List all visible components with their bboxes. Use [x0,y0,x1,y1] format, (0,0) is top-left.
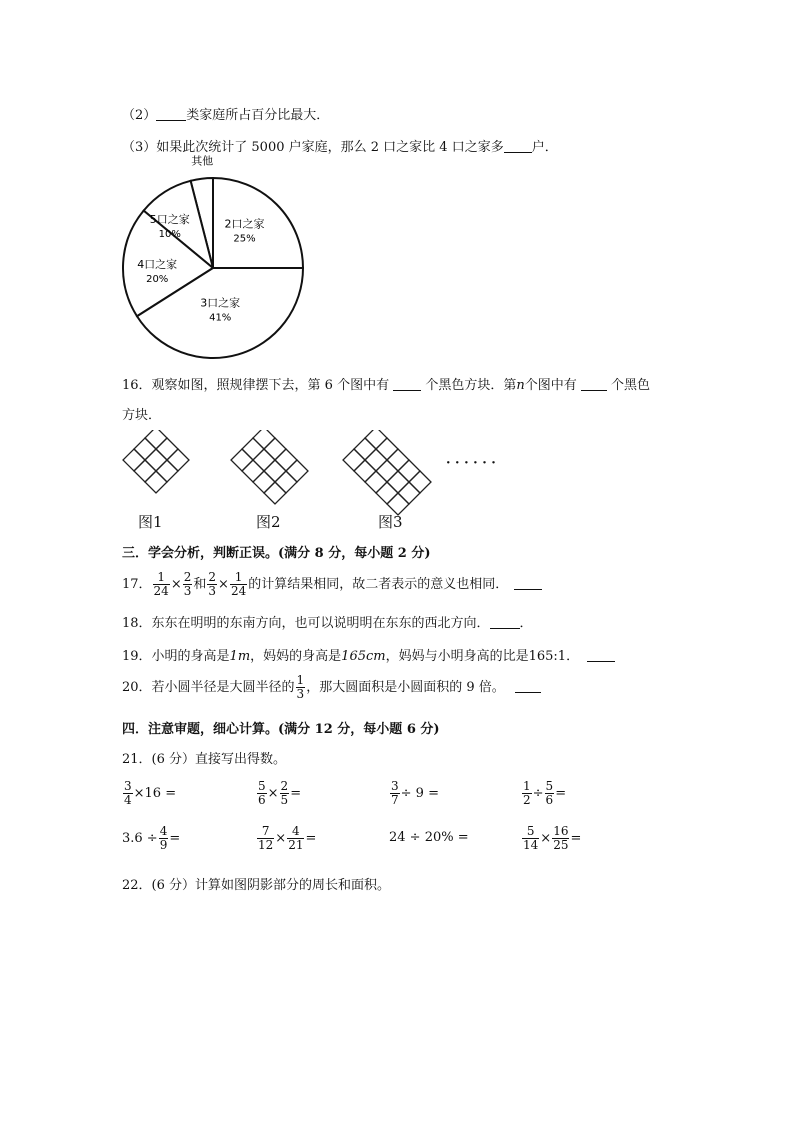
q16-line2: 方块． [122,408,162,423]
pie-slice-label: 5口之家 [149,213,190,226]
fraction: $\frac{2}{5}$ [280,779,289,807]
lattice-square [242,460,264,482]
lattice-square [275,471,297,493]
answer-blank[interactable] [514,576,542,590]
fraction: $\frac{1}{3}$ [296,673,305,701]
lattice-square [145,471,167,493]
pattern-ellipsis: · · · · · · [446,456,496,471]
q18: 18．东东在明明的东南方向，也可以说明明在东东的西北方向． ． [122,616,533,631]
pie-slice-value: 20% [146,274,169,285]
fraction: $\frac{1}{24}$ [230,570,247,598]
fraction: $\frac{3}{4}$ [124,779,132,807]
answer-blank[interactable] [587,648,615,662]
lattice-square [123,449,145,471]
lattice-square [242,438,264,460]
answer-blank[interactable] [393,377,421,391]
expr-7: 24 ÷ 20% = [389,830,469,845]
lattice-square [275,449,297,471]
lattice-square [365,471,387,493]
answer-blank[interactable] [581,377,607,391]
q15-part3: （3）如果此次统计了 5000 户家庭，那么 2 口之家比 4 口之家多 户． [122,140,558,155]
lattice-square [343,449,365,471]
pie-slice-label: 3口之家 [200,296,241,310]
lattice-square [134,438,156,460]
fraction: $\frac{1}{24}$ [153,570,169,598]
fraction: $\frac{1}{2}$ [523,779,531,807]
pie-slice-label: 4口之家 [137,258,178,271]
fraction: $\frac{5}{14}$ [523,824,539,852]
lattice-square [253,471,275,493]
lattice-square [354,438,376,460]
q17: 17． $\frac{1}{24}$ × $\frac{2}{3}$ 和 $\frac{2}{3}$ × $\frac{1}{24}$ 的计算结果相同，故二者表示的意义也相同． [122,570,542,600]
fraction: $\frac{5}{6}$ [258,779,266,807]
lattice-square [264,438,286,460]
q22-title: 22．(6 分）计算如图阴影部分的周长和面积。 [122,878,391,893]
expr-6: $\frac{7}{12}$ × $\frac{4}{21}$ = [258,824,317,852]
lattice-square [253,430,275,449]
q20: 20．若小圆半径是大圆半径的 $\frac{1}{3}$ ，那大圆面积是小圆面积的 9 倍。 [122,673,541,703]
answer-blank[interactable] [156,107,186,121]
pie-slice-value: 41% [209,312,232,324]
expr-8: $\frac{5}{14}$ × $\frac{16}{25}$ = [523,824,582,852]
figure-caption-3: 图3 [378,513,403,531]
pie-slice-value: 25% [233,233,256,245]
lattice-square [231,449,253,471]
expr-5: 3.6 ÷ $\frac{4}{9}$ = [122,824,181,852]
lattice-square [398,482,420,504]
lattice-square [409,471,431,493]
pattern-figures [118,430,518,530]
lattice-square [156,460,178,482]
fraction: $\frac{4}{9}$ [159,824,168,852]
lattice-square [253,449,275,471]
lattice-square [376,438,398,460]
fraction: $\frac{4}{21}$ [288,824,304,852]
lattice-square [387,471,409,493]
fraction: $\frac{2}{3}$ [208,570,217,598]
fraction: $\frac{16}{25}$ [553,824,569,852]
lattice-square [354,460,376,482]
pie-slice-label: 其他 [191,155,214,168]
expr-2: $\frac{5}{6}$ × $\frac{2}{5}$ = [258,779,302,807]
fraction: $\frac{7}{12}$ [258,824,274,852]
figure-caption-1: 图1 [138,513,163,531]
section-3-heading: 三．学会分析，判断正误。(满分 8 分，每小题 2 分) [122,546,431,561]
fraction: $\frac{2}{3}$ [183,570,192,598]
answer-blank[interactable] [490,615,520,629]
lattice-square [376,460,398,482]
lattice-square [167,449,189,471]
fraction: $\frac{5}{6}$ [545,779,554,807]
section-4-heading: 四．注意审题，细心计算。(满分 12 分，每小题 6 分) [122,722,440,737]
lattice-square [365,449,387,471]
expr-1: $\frac{3}{4}$ ×16 = [124,779,177,807]
lattice-square [286,460,308,482]
lattice-square [387,449,409,471]
lattice-square [145,430,167,449]
q16-line1: 16．观察如图，照规律摆下去，第 6 个图中有 个黑色方块．第n个图中有 个黑色 [122,378,651,393]
fraction: $\frac{3}{7}$ [391,779,399,807]
expr-4: $\frac{1}{2}$ ÷ $\frac{5}{6}$ = [523,779,567,807]
lattice-square [398,460,420,482]
answer-blank[interactable] [515,679,541,693]
answer-blank[interactable] [504,139,532,153]
figure-caption-2: 图2 [256,513,281,531]
lattice-square [264,482,286,504]
q21-title: 21．(6 分）直接写出得数。 [122,752,287,767]
lattice-square [264,460,286,482]
lattice-square [365,430,387,449]
lattice-square [376,482,398,504]
q19: 19．小明的身高是1m，妈妈的身高是165cm，妈妈与小明身高的比是165:1． [122,645,615,664]
family-pie-chart [112,155,322,365]
lattice-square [156,438,178,460]
expr-3: $\frac{3}{7}$ ÷ 9 = [391,779,439,807]
pie-slice-value: 10% [158,229,181,240]
lattice-square [145,449,167,471]
pie-slice-label: 2口之家 [224,217,265,231]
q15-part2: （2） 类家庭所占百分比最大． [122,108,330,123]
lattice-square [134,460,156,482]
